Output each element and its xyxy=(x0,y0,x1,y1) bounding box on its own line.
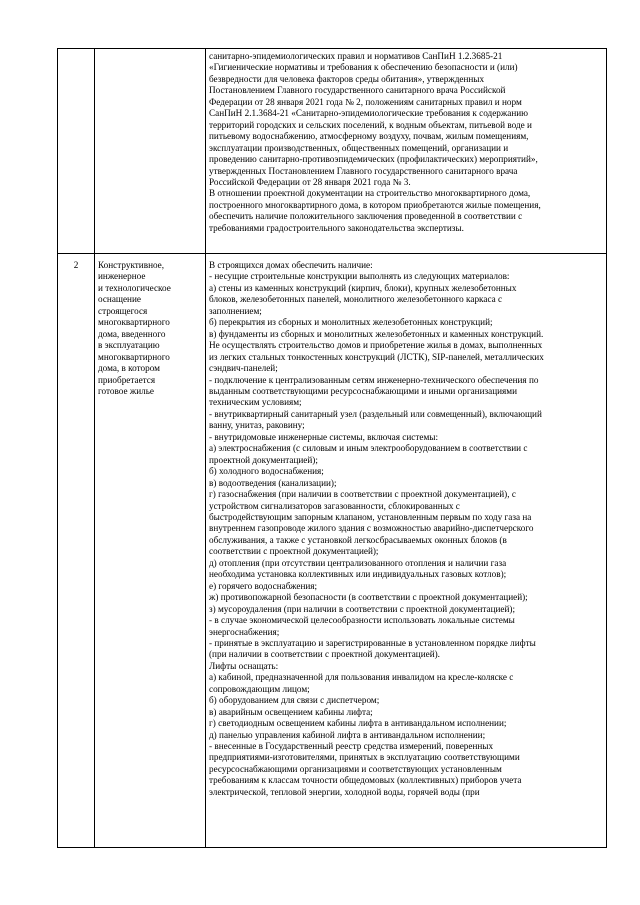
requirement-text-line: техническим условиям; xyxy=(209,397,302,408)
row-number: 2 xyxy=(73,260,79,270)
requirement-text-line: б) оборудованием для связи с диспетчером; xyxy=(209,695,380,706)
requirement-text-line: построенного многоквартирного дома, в котором приобретаются жилые помещения, xyxy=(209,199,541,210)
requirement-text-line: В строящихся домах обеспечить наличие: xyxy=(209,260,373,270)
requirement-text-line: Российской Федерации от 28 января 2021 года № 3. xyxy=(209,176,411,187)
requirement-text-line: - принятые в эксплуатацию и зарегистрированные в установленном порядке лифты xyxy=(209,637,536,648)
requirement-text-line: - внутриквартирный санитарный узел (раздельный или совмещенный), включающий xyxy=(209,408,542,419)
table-row xyxy=(58,49,607,254)
requirement-text-line: требованиям к классам точности общедомовых (коллективных) приборов учета xyxy=(209,775,522,786)
requirement-text-line: д) отопления (при отсутствии централизованного отопления и наличии газа xyxy=(209,557,507,568)
requirement-text-line: Федерации от 28 января 2021 года № 2, положениям санитарных правил и норм xyxy=(209,96,522,107)
requirement-text-line: ресурсоснабжающими организациями и соответствующих установленным xyxy=(209,763,502,774)
requirement-text-line: б) холодного водоснабжения; xyxy=(209,466,324,477)
requirement-text-line: з) мусороудаления (при наличии в соответствии с проектной документацией); xyxy=(209,603,516,614)
requirement-text-line: в) аварийным освещением кабины лифта; xyxy=(209,706,373,717)
row-name-text-line: дома, введенного xyxy=(98,328,166,339)
requirement-text-line: - подключение к централизованным сетям инженерно-технического обеспечения по xyxy=(209,374,539,385)
requirement-text-line: в) водоотведения (канализации); xyxy=(209,477,337,488)
requirement-text-line: - в случае экономической целесообразности использовать локальные системы xyxy=(209,615,515,626)
requirement-text-line: энергоснабжения; xyxy=(209,626,280,637)
requirement-text-line: В отношении проектной документации на строительство многоквартирного дома, xyxy=(209,188,531,199)
row-name-cell xyxy=(95,49,206,254)
row-number-cell xyxy=(58,49,95,254)
requirement-text-line: - внутридомовые инженерные системы, включая системы: xyxy=(209,431,438,442)
requirement-text-line: внутреннем газопроводе жилого здания с возможностью аварийно-диспетчерского xyxy=(209,523,534,534)
requirement-text-line: устройством сигнализаторов загазованности, сблокированных с xyxy=(209,500,460,511)
row-name-text-line: строящегося xyxy=(98,305,148,316)
row-name-text-line: оснащение xyxy=(98,294,141,305)
requirement-text-line: (при наличии в соответствии с проектной документацией). xyxy=(209,649,440,660)
row-number-cell xyxy=(58,254,95,848)
requirement-text-line: СанПиН 2.1.3684-21 «Санитарно-эпидемиологические требования к содержанию xyxy=(209,108,529,119)
requirement-text-line: Не осуществлять строительство домов и приобретение жилья в домах, выполненных xyxy=(209,340,543,351)
row-name-text-line: готовое жилье xyxy=(98,385,154,396)
requirement-text-line: е) горячего водоснабжения; xyxy=(209,580,318,591)
table-row xyxy=(58,254,607,848)
requirement-text-line: д) панелью управления кабиной лифта в антивандальном исполнении; xyxy=(209,729,486,740)
requirement-text-line: а) электроснабжения (с силовым и иным электрооборудованием в соответствии с xyxy=(209,443,528,454)
requirement-text-line: обеспечить наличие положительного заключения проведенной в соответствии с xyxy=(209,211,523,222)
requirement-text-line: заполнением; xyxy=(209,305,262,316)
requirement-text-line: безвредности для человека факторов среды обитания», утвержденных xyxy=(209,73,485,84)
requirement-text-line: сэндвич-панелей; xyxy=(209,363,278,374)
requirement-text-line: территорий городских и сельских поселений, к водным объектам, питьевой воде и xyxy=(209,119,532,130)
row-name-text-line: многоквартирного xyxy=(98,351,170,362)
row-requirements-cell xyxy=(206,49,607,254)
row-name-text-line: инженерное xyxy=(98,271,146,282)
requirement-text-line: «Гигиенические нормативы и требования к обеспечению безопасности и (или) xyxy=(209,62,518,73)
requirement-text-line: предприятиями-изготовителями, принятых в эксплуатацию соответствующими xyxy=(209,752,520,763)
requirement-text-line: - несущие строительные конструкции выполнять из следующих материалов: xyxy=(209,271,510,282)
requirement-text-line: а) стены из каменных конструкций (кирпич, блоки), крупных железобетонных xyxy=(209,282,517,293)
requirement-text-line: блоков, железобетонных панелей, монолитного железобетонного каркаса с xyxy=(209,294,503,305)
requirement-text-line: быстродействующим запорным клапаном, установленным первым по ходу газа на xyxy=(209,511,532,522)
requirement-text-line: утвержденных Постановлением Главного государственного санитарного врача xyxy=(209,165,518,176)
requirement-text-line: Постановлением Главного государственного санитарного врача Российской xyxy=(209,85,506,96)
requirement-text-line: требованиями градостроительного законодательства экспертизы. xyxy=(209,222,464,233)
requirement-text-line: б) перекрытия из сборных и монолитных железобетонных конструкций; xyxy=(209,317,493,328)
requirement-text-line: сопровождающим лицом; xyxy=(209,683,310,694)
row-name-text-line: Конструктивное, xyxy=(98,260,165,270)
requirement-text-line: обслуживания, а также с установкой легкосбрасываемых оконных блоков (в xyxy=(209,534,507,545)
requirement-text-line: - внесенные в Государственный реестр средства измерений, поверенных xyxy=(209,741,494,752)
requirement-text-line: г) светодиодным освещением кабины лифта в антивандальном исполнении; xyxy=(209,718,507,729)
requirement-text-line: эксплуатации производственных, общественных помещений, организации и xyxy=(209,142,509,153)
requirement-text-line: проектной документацией); xyxy=(209,454,318,465)
requirement-text-line: г) газоснабжения (при наличии в соответствии с проектной документацией), с xyxy=(209,489,516,500)
row-name-text-line: и технологическое xyxy=(98,282,171,293)
row-name-cell xyxy=(95,254,206,848)
row-name-text-line: многоквартирного xyxy=(98,317,170,328)
requirement-text-line: необходима установка коллективных или индивидуальных газовых котлов); xyxy=(209,569,507,580)
requirement-text-line: в) фундаменты из сборных и монолитных железобетонных и каменных конструкций. xyxy=(209,328,544,339)
requirement-text-line: санитарно-эпидемиологических правил и нормативов СанПиН 1.2.3685-21 xyxy=(209,51,503,61)
row-name-text-line: в эксплуатацию xyxy=(98,340,160,351)
requirement-text-line: проведению санитарно-противоэпидемических (профилактических) мероприятий», xyxy=(209,154,538,165)
requirement-text-line: а) кабиной, предназначенной для пользования инвалидом на кресле-коляске с xyxy=(209,672,514,683)
requirement-text-line: Лифты оснащать: xyxy=(209,660,279,671)
requirement-text-line: электрической, тепловой энергии, холодной воды, горячей воды (при xyxy=(209,786,480,797)
requirement-text-line: ж) противопожарной безопасности (в соответствии с проектной документацией); xyxy=(209,592,528,603)
row-name-text-line: дома, в котором xyxy=(98,363,160,374)
row-requirements-cell xyxy=(206,254,607,848)
requirements-table xyxy=(57,48,607,848)
requirement-text-line: питьевому водоснабжению, атмосферному воздуху, почвам, жилым помещениям, xyxy=(209,131,529,142)
requirement-text-line: ванну, унитаз, раковину; xyxy=(209,420,305,431)
row-name-text-line: приобретается xyxy=(98,374,156,385)
requirement-text-line: из легких стальных тонкостенных конструкций (ЛСТК), SIP-панелей, металлических xyxy=(209,351,544,362)
requirement-text-line: выданным соответствующими ресурсоснабжающими и иными организациями xyxy=(209,385,518,396)
requirement-text-line: соответствии с проектной документацией); xyxy=(209,546,379,557)
